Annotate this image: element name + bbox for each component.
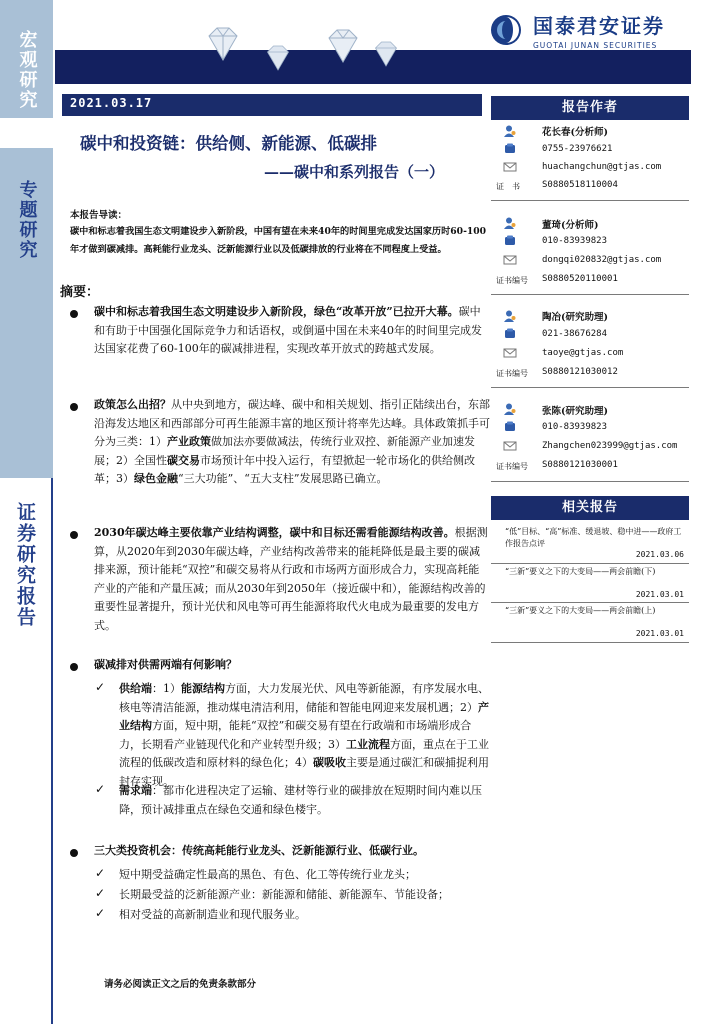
sub-bullet-body: 主要是通过碳汇和碳捕捉利用封存实现。 — [119, 756, 489, 788]
sub-bullet — [95, 680, 491, 791]
bullet-lead: 碳减排对供需两端有何影响？ — [94, 658, 237, 671]
diamond-icon — [323, 28, 363, 64]
sub-bullet-body: 相对受益的高新制造业和现代服务业。 — [119, 908, 306, 921]
sub-bullet-keyword: 能源结构 — [181, 682, 225, 695]
abstract-heading: 摘要： — [60, 285, 100, 300]
bullet-dot-icon — [70, 531, 78, 539]
sub-bullet-body: 短中期受益确定性最高的黑色、有色、化工等传统行业龙头； — [119, 868, 416, 881]
bullet-dot-icon — [70, 403, 78, 411]
sub-bullet-body: ：都市化进程决定了运输、建材等行业的碳排放在短期时间内难以压降，预计减排重点在绿色交通和绿色楼宇。 — [119, 784, 482, 816]
diamond-icon — [203, 26, 243, 62]
author-cert: S0880121030012 — [542, 367, 618, 377]
sidebar-section-report — [0, 478, 53, 1024]
diamond-icon — [263, 44, 293, 72]
authors-heading: 报告作者 — [491, 96, 689, 120]
author-cert: S0880121030001 — [542, 460, 618, 470]
bullet-dot-icon — [70, 310, 78, 318]
divider — [491, 563, 689, 564]
check-icon: ✓ — [95, 782, 106, 796]
author-cert: S0880520110001 — [542, 274, 618, 284]
sub-bullet — [95, 906, 491, 925]
company-logo — [487, 10, 665, 50]
disclaimer-note: 请务必阅读正文之后的免责条款部分 — [104, 979, 257, 990]
bullet-body: 碳中和有助于中国强化国际竞争力和话语权，或倒逼中国在未来40年的时间里完成发达国家花费了60-100年的碳减排进程，实现改革开放式的跨越式发展。 — [94, 305, 482, 355]
logo-mark-icon — [487, 13, 525, 47]
check-icon: ✓ — [95, 906, 106, 920]
guide-heading: 本报告导读： — [70, 210, 128, 221]
abstract-bullet — [70, 524, 490, 635]
related-report-link[interactable]: “三新”要义之下的大变局——两会前瞻(下) — [505, 567, 656, 576]
divider — [491, 642, 689, 643]
email-icon — [503, 346, 517, 360]
person-icon — [503, 402, 517, 416]
bullet-lead: 三大类投资机会：传统高耗能行业龙头、泛新能源行业、低碳行业。 — [94, 844, 424, 857]
guide-text: 碳中和标志着我国生态文明建设步入新阶段，中国有望在未来40年的时间里完成发达国家历时60-100年才做到碳减排。高耗能行业龙头、泛新能源行业以及低碳排放的行业将在不同程度上受益。 — [70, 226, 487, 255]
bullet-body: 市场预计年中投入运行，有望掀起一轮市场化的供给侧改革；3） — [94, 453, 475, 485]
sidebar-section-special — [0, 148, 53, 478]
phone-icon — [503, 420, 517, 434]
sidebar-label-report: 证券研究报告 — [14, 502, 36, 628]
author-email: Zhangchen023999@gtjas.com — [542, 441, 678, 451]
sidebar-gap — [0, 118, 53, 148]
bullet-lead: 政策怎么出招？ — [94, 398, 171, 411]
divider — [491, 481, 689, 482]
abstract-bullet — [70, 396, 490, 489]
author-name: 花长春(分析师) — [542, 127, 608, 138]
bullet-keyword: 产业政策 — [167, 435, 211, 448]
divider — [491, 602, 689, 603]
page-header — [53, 0, 724, 92]
logo-name-en: GUOTAI JUNAN SECURITIES — [533, 41, 658, 50]
sidebar-label-special: 专题研究 — [16, 180, 38, 260]
divider — [491, 200, 689, 201]
related-report-link[interactable]: “三新”要义之下的大变局——两会前瞻(上) — [505, 606, 656, 615]
cert-label: 证书编号 — [496, 276, 528, 285]
author-email: dongqi020832@gtjas.com — [542, 255, 662, 265]
abstract-bullet — [70, 842, 490, 861]
related-report-date: 2021.03.01 — [635, 590, 684, 599]
divider — [491, 294, 689, 295]
divider — [62, 114, 482, 116]
sub-bullet — [95, 886, 491, 905]
bullet-dot-icon — [70, 849, 78, 857]
email-icon — [503, 439, 517, 453]
abstract-bullet — [70, 303, 490, 359]
page-title: 碳中和投资链：供给侧、新能源、低碳排 — [80, 134, 377, 153]
author-phone: 010-83939823 — [542, 236, 608, 246]
bullet-keyword: 碳交易 — [167, 453, 200, 467]
person-icon — [503, 309, 517, 323]
cert-label: 证书编号 — [496, 369, 528, 378]
sub-bullet-label: 需求端 — [119, 784, 152, 797]
email-icon — [503, 160, 517, 174]
related-report-date: 2021.03.06 — [635, 550, 684, 559]
author-name: 张陈(研究助理) — [542, 406, 608, 417]
related-heading: 相关报告 — [491, 496, 689, 520]
sub-bullet-label: 供给端 — [119, 682, 152, 695]
sub-bullet — [95, 866, 491, 885]
bullet-body: 做加法亦要做减法，传统行业双控、新能源产业加速发展；2）全国性 — [94, 435, 475, 467]
sub-bullet-body: 方面，大力发展光伏、风电等新能源，有序发展水电、核电等清洁能源，推动煤电清洁利用，储能和智能电网迎来发展机遇；2） — [119, 682, 489, 714]
author-email: huachangchun@gtjas.com — [542, 162, 662, 172]
cert-label: 证 书 — [496, 182, 520, 191]
author-phone: 021-38676284 — [542, 329, 608, 339]
sub-bullet-body: 方面，短中期，能耗“双控”和碳交易有望在行政端和市场端形成合力，长期看产业链现代化和产业转型升级；3） — [119, 719, 472, 751]
left-sidebar — [0, 0, 53, 1024]
check-icon: ✓ — [95, 886, 106, 900]
abstract-bullet — [70, 656, 490, 675]
phone-icon — [503, 142, 517, 156]
sub-bullet-body: 方面，重点在于工业流程的低碳改造和原材料的绿色化；4） — [119, 737, 489, 769]
person-icon — [503, 216, 517, 230]
report-date: 2021.03.17 — [70, 96, 153, 110]
phone-icon — [503, 327, 517, 341]
bullet-body: “三大功能”、“五大支柱”发展思路已确立。 — [178, 472, 388, 485]
bullet-keyword: 绿色金融 — [134, 472, 178, 485]
bullet-lead: 碳中和标志着我国生态文明建设步入新阶段，绿色“改革开放”已拉开大幕。 — [94, 305, 459, 318]
person-icon — [503, 124, 517, 138]
author-email: taoye@gtjas.com — [542, 348, 624, 358]
cert-label: 证书编号 — [496, 462, 528, 471]
related-report-date: 2021.03.01 — [635, 629, 684, 638]
author-name: 陶冶(研究助理) — [542, 312, 608, 323]
bullet-dot-icon — [70, 663, 78, 671]
email-icon — [503, 253, 517, 267]
sub-bullet-keyword: 工业流程 — [346, 737, 390, 751]
sub-bullet — [95, 782, 491, 819]
bullet-body: 根据测算，从2020年到2030年碳达峰，产业结构改善带来的能耗降低是最主要的碳减排来源，预计能耗“双控”和碳交易将从行政和市场两方面形成合力，实现高耗能产业的产能和产量压减；而从2030年到2050年（接近碳中和），能源结构改善的重要性显著提升，预计光伏和风电等可再生能源将取代火电成为最重要的发电方式。 — [94, 526, 488, 632]
sidebar-section-macro — [0, 0, 53, 118]
sidebar-label-macro: 宏观研究 — [16, 30, 38, 110]
author-name: 董琦(分析师) — [542, 220, 599, 231]
author-phone: 010-83939823 — [542, 422, 608, 432]
bullet-body: 从中央到地方，碳达峰、碳中和相关规划、指引正陆续出台，东部沿海发达地区和西部部分可再生能源丰富的地区预计将率先达峰。具体政策抓手可分为三类：1） — [94, 398, 490, 448]
diamond-icon — [371, 40, 401, 68]
page-subtitle: ——碳中和系列报告（一） — [264, 163, 445, 181]
sub-bullet-keyword: 产业结构 — [119, 700, 489, 732]
date-bar — [62, 94, 482, 114]
check-icon: ✓ — [95, 680, 106, 694]
logo-name-cn: 国泰君安证券 — [533, 14, 665, 38]
check-icon: ✓ — [95, 866, 106, 880]
sub-bullet-body: 长期最受益的泛新能源产业：新能源和储能、新能源车、节能设备； — [119, 888, 449, 901]
sub-bullet-keyword: 碳吸收 — [313, 756, 346, 769]
sub-bullet-body: ：1） — [152, 682, 181, 695]
phone-icon — [503, 234, 517, 248]
bullet-lead: 2030年碳达峰主要依靠产业结构调整，碳中和目标还需看能源结构改善。 — [94, 526, 455, 539]
author-phone: 0755-23976621 — [542, 144, 613, 154]
related-report-link[interactable]: “低”目标、“高”标准、缓退坡、稳中进——政府工作报告点评 — [505, 527, 682, 548]
divider — [491, 387, 689, 388]
author-cert: S0880518110004 — [542, 180, 618, 190]
